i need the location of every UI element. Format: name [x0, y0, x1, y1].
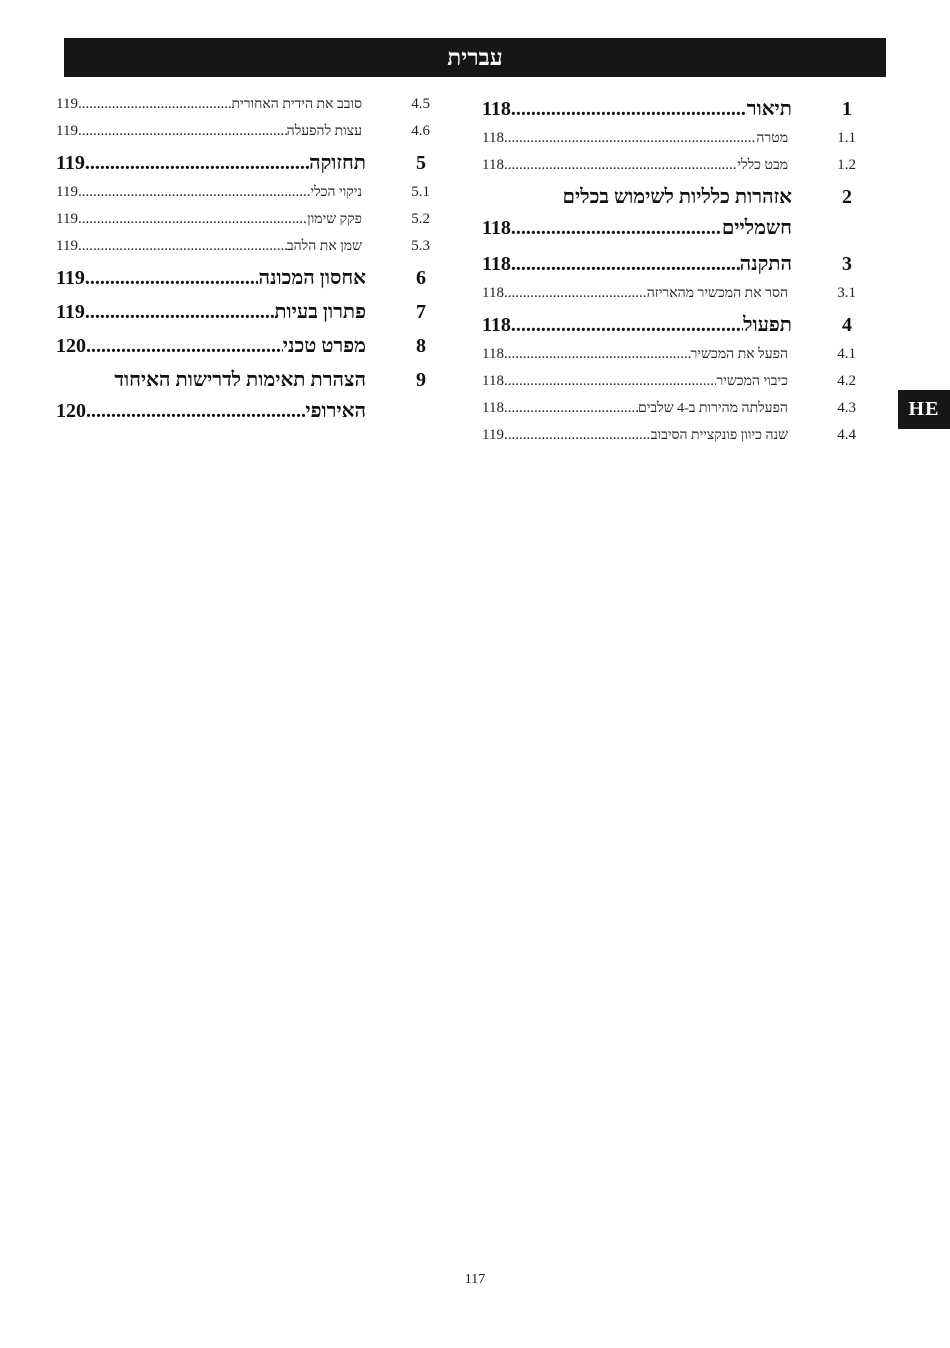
toc-leader-dots [511, 314, 743, 337]
toc-leader-dots [78, 96, 231, 113]
toc-entry-1-2[interactable] [482, 157, 856, 184]
toc-entry-5-3[interactable] [56, 238, 430, 265]
toc-column-left [56, 96, 430, 434]
language-header-bar [64, 38, 886, 77]
toc-entry-4-5[interactable] [56, 96, 430, 123]
toc-number: 4.3 [837, 400, 856, 416]
toc-title: ניקוי הכלי [310, 185, 362, 200]
toc-page: 118 [482, 98, 511, 120]
toc-title: מבט כללי [737, 158, 788, 173]
toc-entry-4[interactable] [482, 312, 856, 346]
toc-entry-1[interactable] [482, 96, 856, 130]
toc-number: 5.3 [411, 238, 430, 254]
toc-leader-dots [86, 400, 305, 423]
toc-entry-9[interactable] [56, 367, 430, 434]
toc-entry-4-2[interactable] [482, 373, 856, 400]
toc-number: 2 [842, 186, 852, 208]
toc-leader-dots [85, 301, 274, 324]
toc-title: תחזוקה [309, 152, 366, 174]
toc-leader-dots [78, 238, 287, 255]
toc-title-line1: הצהרת תאימות לדרישות האיחוד [114, 369, 366, 391]
toc-number: 5.2 [411, 211, 430, 227]
toc-entry-6[interactable] [56, 265, 430, 299]
toc-page: 120 [56, 400, 86, 422]
toc-page: 118 [482, 373, 504, 389]
toc-entry-8[interactable] [56, 333, 430, 367]
toc-leader-dots [511, 217, 722, 240]
toc-title: כיבוי המכשיר [716, 374, 788, 389]
toc-entry-5[interactable] [56, 150, 430, 184]
toc-leader-dots [504, 346, 691, 363]
toc-page: 118 [482, 157, 504, 173]
toc-number: 4.4 [837, 427, 856, 443]
toc-number: 4.2 [837, 373, 856, 389]
toc-page: 119 [56, 267, 85, 289]
page-number: 117 [464, 1272, 486, 1287]
toc-page: 119 [56, 238, 78, 254]
toc-leader-dots [511, 253, 740, 276]
toc-page: 118 [482, 400, 504, 416]
toc-leader-dots [86, 335, 283, 358]
toc-leader-dots [504, 427, 651, 444]
toc-title: התקנה [739, 253, 792, 275]
toc-number: 7 [416, 301, 426, 323]
toc-leader-dots [511, 98, 747, 121]
toc-title: עצות להפעלה [286, 124, 362, 139]
toc-number: 3.1 [837, 285, 856, 301]
toc-title: שמן את הלהב [286, 239, 362, 254]
toc-title: מפרט טכני [282, 335, 366, 357]
toc-title-line1: אזהרות כלליות לשימוש בכלים [562, 186, 792, 208]
toc-number: 3 [842, 253, 852, 275]
toc-page: 119 [56, 211, 78, 227]
toc-entry-4-6[interactable] [56, 123, 430, 150]
toc-leader-dots [78, 123, 287, 140]
toc-title: הסר את המכשיר מהאריזה [646, 286, 788, 301]
toc-leader-dots [85, 267, 259, 290]
toc-page: 119 [56, 301, 85, 323]
toc-number: 5.1 [411, 184, 430, 200]
toc-page: 118 [482, 285, 504, 301]
toc-page: 118 [482, 217, 511, 239]
toc-title: פקק שימון [307, 212, 362, 227]
toc-entry-3[interactable] [482, 251, 856, 285]
toc-title: אחסון המכונה [258, 267, 366, 289]
toc-page: 118 [482, 253, 511, 275]
toc-column-right [482, 96, 856, 454]
toc-title-line2: האירופי [305, 400, 366, 422]
toc-page: 119 [482, 427, 504, 443]
language-tab-label: HE [908, 398, 940, 420]
toc-title: תפעול [743, 314, 792, 336]
toc-number: 1.2 [837, 157, 856, 173]
toc-number: 4.6 [411, 123, 430, 139]
toc-page: 119 [56, 152, 85, 174]
toc-entry-7[interactable] [56, 299, 430, 333]
toc-number: 4.1 [837, 346, 856, 362]
toc-entry-5-2[interactable] [56, 211, 430, 238]
toc-leader-dots [504, 400, 638, 417]
toc-entry-4-4[interactable] [482, 427, 856, 454]
toc-number: 4.5 [411, 96, 430, 112]
toc-entry-2[interactable] [482, 184, 856, 251]
toc-entry-4-1[interactable] [482, 346, 856, 373]
toc-number: 6 [416, 267, 426, 289]
toc-title: פתרון בעיות [274, 301, 366, 323]
toc-page: 118 [482, 346, 504, 362]
toc-title: הפעל את המכשיר [690, 347, 788, 362]
language-title: עברית [447, 44, 503, 70]
toc-leader-dots [78, 184, 310, 201]
toc-entry-3-1[interactable] [482, 285, 856, 312]
toc-number: 9 [416, 369, 426, 391]
toc-page: 119 [56, 96, 78, 112]
toc-page: 118 [482, 130, 504, 146]
toc-title: מטרה [756, 131, 788, 146]
toc-title: הפעלתה מהירות ב-4 שלבים [637, 401, 788, 416]
toc-number: 1.1 [837, 130, 856, 146]
toc-number: 5 [416, 152, 426, 174]
toc-entry-4-3[interactable] [482, 400, 856, 427]
toc-title: סובב את הידית האחורית [231, 97, 362, 112]
toc-title: שנה כיוון פונקציית הסיבוב [650, 428, 788, 443]
toc-leader-dots [78, 211, 307, 228]
toc-number: 1 [842, 98, 852, 120]
toc-number: 4 [842, 314, 852, 336]
toc-page: 120 [56, 335, 86, 357]
language-tab-he [898, 390, 950, 429]
toc-leader-dots [504, 285, 647, 302]
toc-title-line2: חשמליים [721, 217, 792, 239]
toc-entry-1-1[interactable] [482, 130, 856, 157]
toc-leader-dots [504, 130, 756, 147]
toc-number: 8 [416, 335, 426, 357]
toc-title: תיאור [746, 98, 792, 120]
toc-leader-dots [504, 157, 737, 174]
toc-leader-dots [85, 152, 309, 175]
toc-entry-5-1[interactable] [56, 184, 430, 211]
toc-page: 118 [482, 314, 511, 336]
toc-page: 119 [56, 123, 78, 139]
toc-page: 119 [56, 184, 78, 200]
toc-leader-dots [504, 373, 716, 390]
